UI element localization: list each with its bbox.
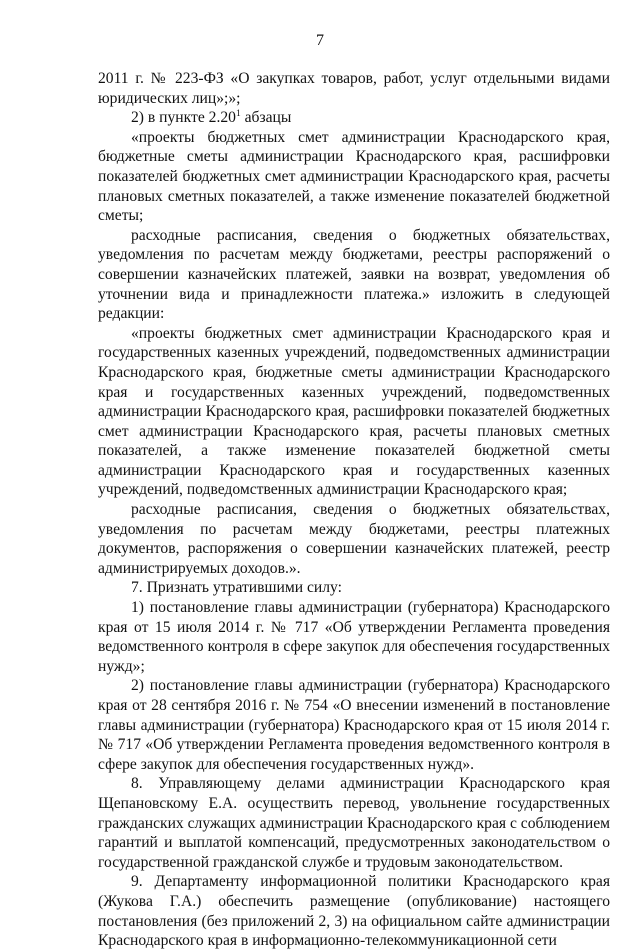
paragraph-4: расходные расписания, сведения о бюджетных обязательствах, уведомления по расчетам между бюджетами, реестры распоряжений о совершении казначейских платежей, заявки на возврат, уведомления об уточнении вида и принадлежности платежа.» изложить в следующей редакции: <box>98 226 610 323</box>
paragraph-11: 9. Департаменту информационной политики Краснодарского края (Жукова Г.А.) обеспечить размещение (опубликование) настоящего постановления (без приложений 2, 3) на официальном сайте администрации Краснодарского края в информационно-телекоммуникационной сети <box>98 873 610 950</box>
paragraph-10: 8. Управляющему делами администрации Краснодарского края Щепановскому Е.А. осуществить перевод, увольнение государственных гражданских служащих администрации Краснодарского края с соблюдением гарантий и выплатой компенсаций, предусмотренных законодательством о государственной гражданской службе и трудовым законодательством. <box>98 775 611 871</box>
paragraph-2-tail: абзацы <box>240 109 292 127</box>
paragraph-2-text: 2) в пункте 2.20 <box>131 109 236 127</box>
paragraph-5: «проекты бюджетных смет администрации Краснодарского края и государственных казенных учреждений, подведомственных администрации Краснодарского края, бюджетные сметы администрации Краснодарского края и государственных казенных учреждений, подведомственных администрации Краснодарского края, расшифровки показателей бюджетных смет администрации Краснодарского края, расчеты плановых сметных показателей, а также изменение показателей бюджетной сметы администрации Краснодарского края и государственных казенных учреждений, подведомственных администрации Краснодарского края; <box>98 324 610 499</box>
paragraph-3: «проекты бюджетных смет администрации Краснодарского края, бюджетные сметы администрации Краснодарского края, расшифровки показателей бюджетных смет администрации Краснодарского края, расчеты плановых сметных показателей, а также изменение показателей бюджетной сметы; <box>98 128 610 225</box>
page-number: 7 <box>316 32 324 49</box>
document-body <box>98 69 610 951</box>
paragraph-1: 2011 г. № 223-ФЗ «О закупках товаров, работ, услуг отдельными видами юридических лиц»;»; <box>98 70 610 107</box>
paragraph-8: 1) постановление главы администрации (губернатора) Краснодарского края от 15 июля 2014 г. № 717 «Об утверждении Регламента проведения ведомственного контроля в сфере закупок для обеспечения государственных нужд»; <box>98 599 610 675</box>
paragraph-2-superscript: 1 <box>235 109 241 119</box>
paragraph-7: 7. Признать утратившими силу: <box>131 579 342 597</box>
paragraph-6: расходные расписания, сведения о бюджетных обязательствах, уведомления по расчетам между бюджетами, реестры платежных документов, распоряжения о совершении казначейских платежей, реестр администрируемых доходов.». <box>98 501 610 577</box>
paragraph-9: 2) постановление главы администрации (губернатора) Краснодарского края от 28 сентября 2016 г. № 754 «О внесении изменений в постановление главы администрации (губернатора) Краснодарского края от 15 июля 2014 г. № 717 «Об утверждении Регламента проведения ведомственного контроля в сфере закупок для обеспечения государственных нужд». <box>98 677 610 773</box>
paragraph-2 <box>98 108 610 128</box>
